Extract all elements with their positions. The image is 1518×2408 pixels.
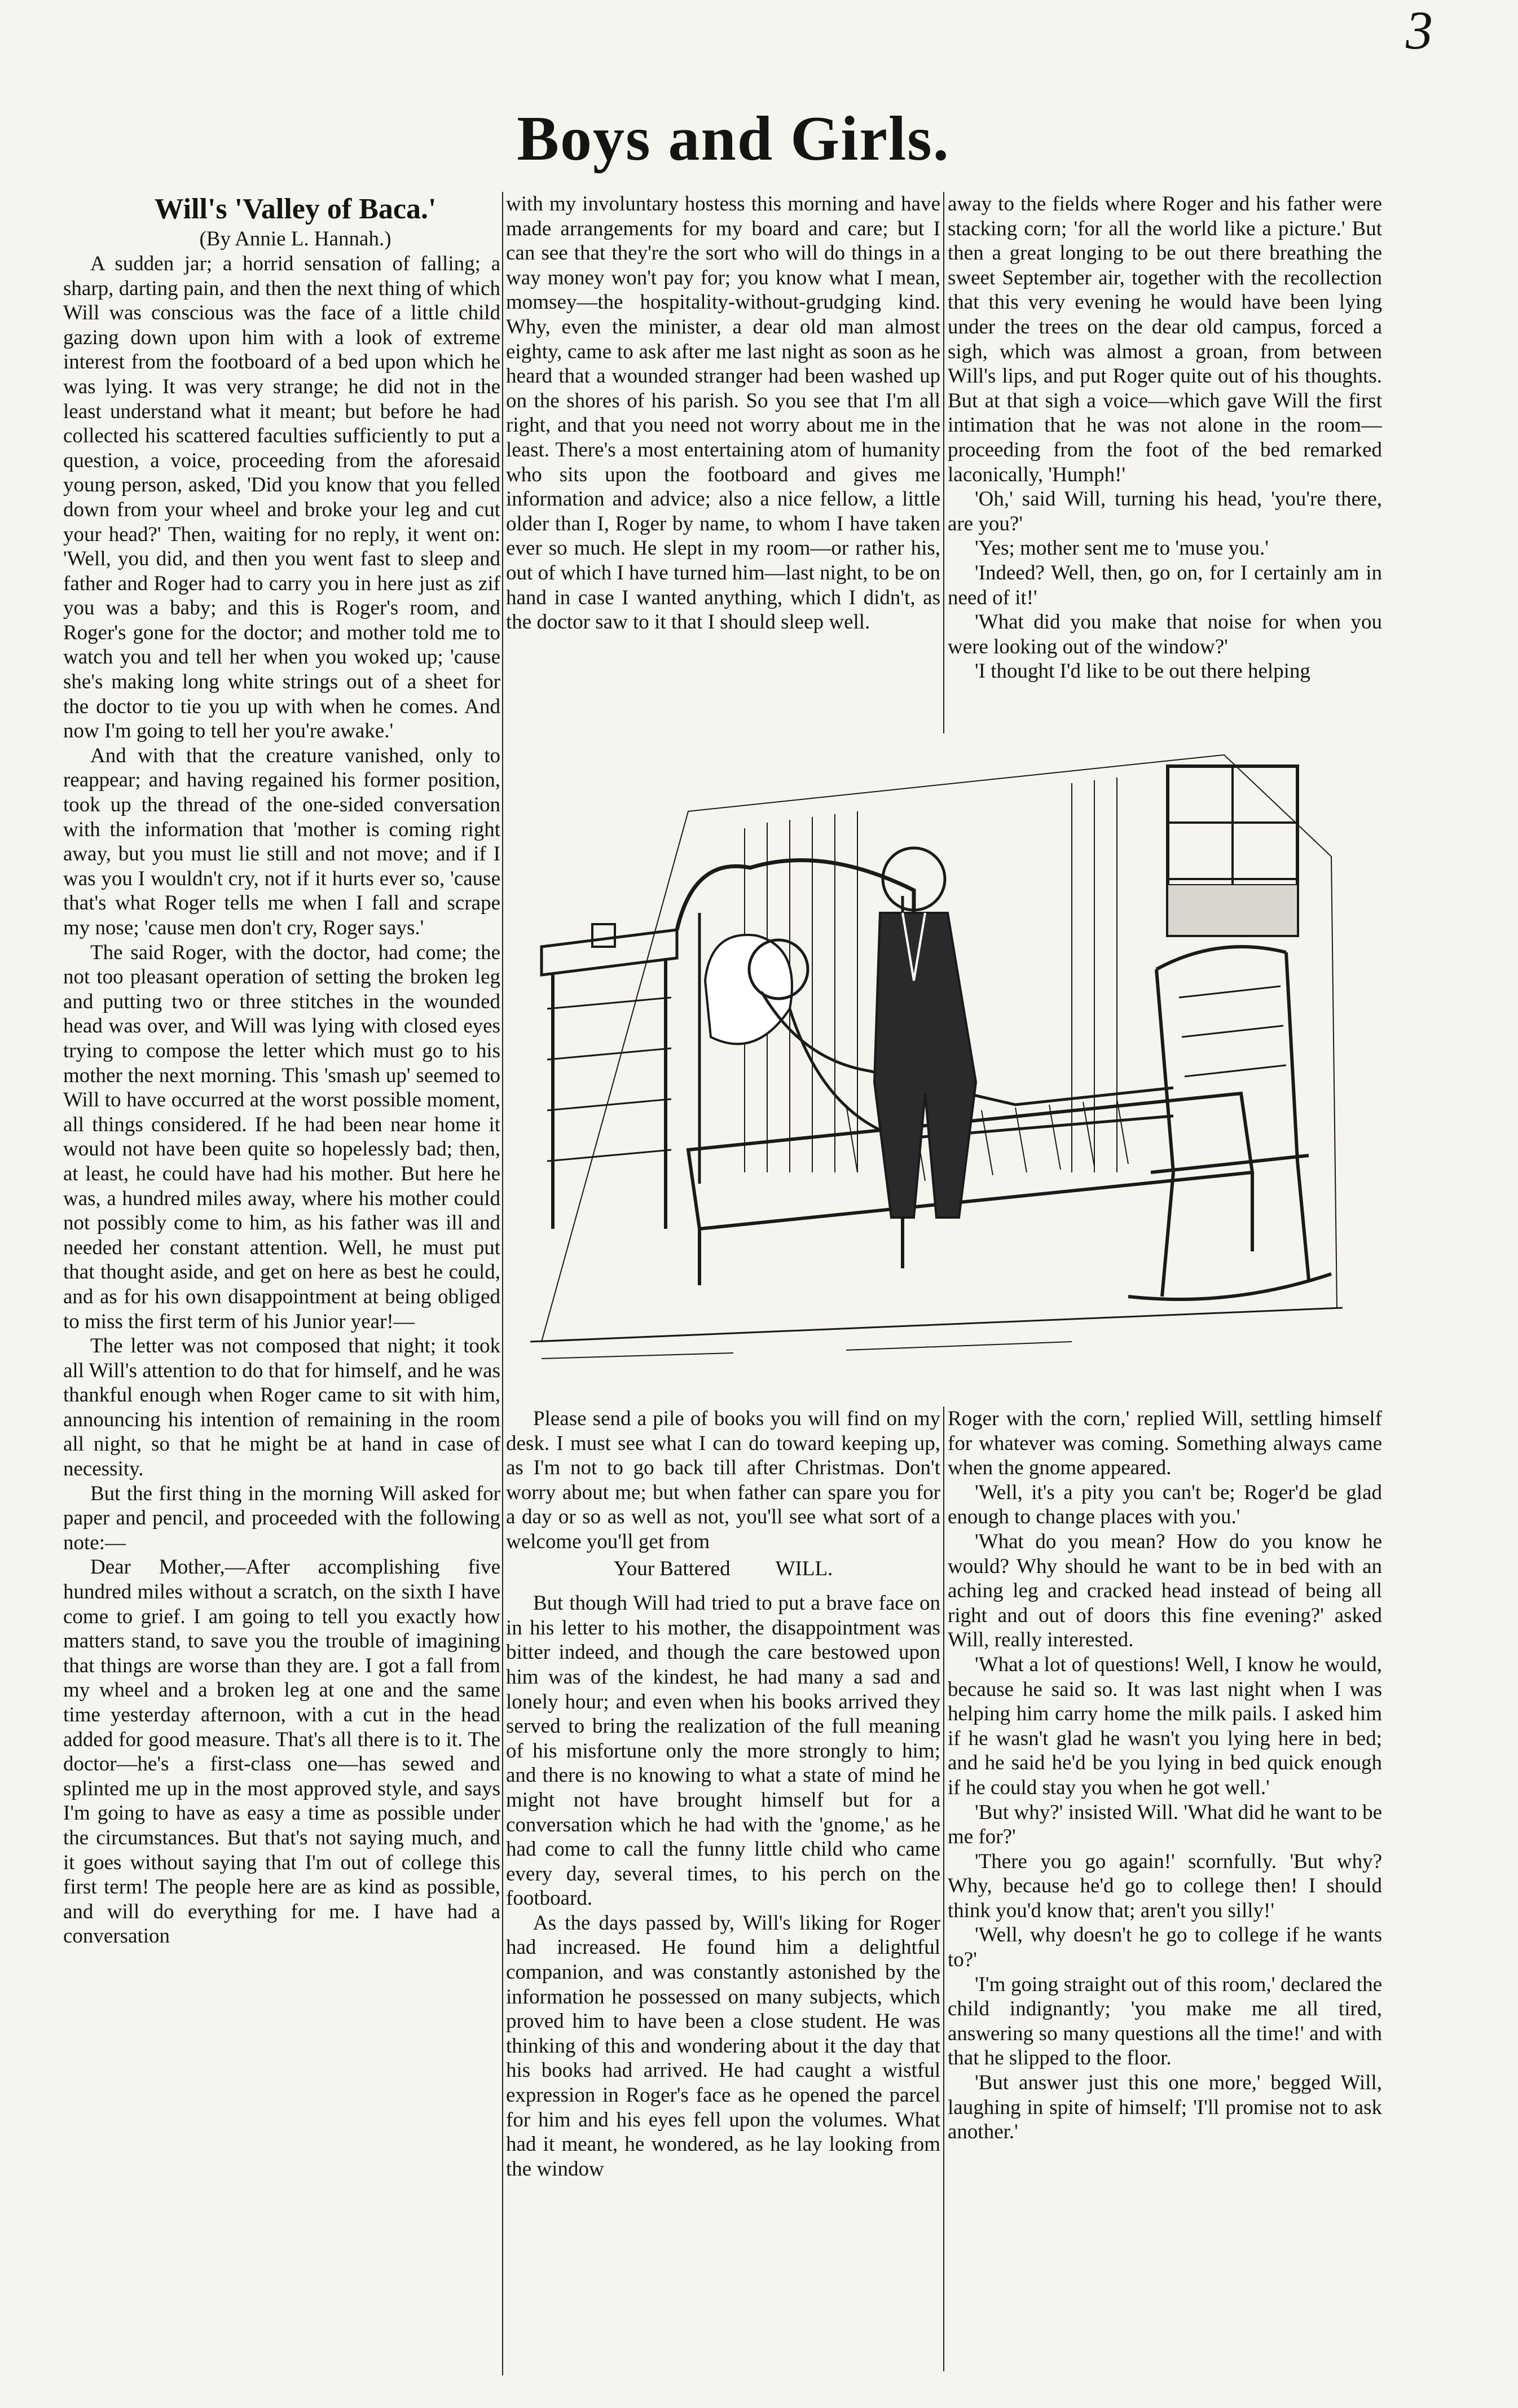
paragraph: 'But why?' insisted Will. 'What did he want to be me for?' xyxy=(948,1800,1382,1849)
paragraph: But though Will had tried to put a brave face on in his letter to his mother, the disappointment was bitter indeed, and though the care bestowed upon him was of the kindest, he had many a sad and lonely hour; and even when his books arrived they served to bring the realization of the full meaning of his misfortune only the more strongly to him; and there is no knowing to what a state of mind he might not have brought himself but for a conversation which he had with the 'gnome,' as he had come to call the funny little child who came every day, several times, to his perch on the footboard. xyxy=(506,1592,940,1910)
column-3-bottom xyxy=(948,1407,1382,2371)
paragraph: Roger with the corn,' replied Will, settling himself for whatever was coming. Something always came when the gnome appeared. xyxy=(948,1407,1382,1480)
paragraph: The letter was not composed that night; it took all Will's attention to do that for himself, and he was thankful enough when Roger came to sit with him, announcing his intention of remaining in the room all night, so that he might be at hand in case of necessity. xyxy=(63,1334,500,1481)
signoff-name: WILL. xyxy=(775,1557,833,1580)
illustration-sickroom xyxy=(508,744,1362,1392)
paragraph: But the first thing in the morning Will asked for paper and pencil, and proceeded with the following note:— xyxy=(63,1482,500,1554)
paragraph: As the days passed by, Will's liking for Roger had increased. He found him a delightful companion, and was constantly astonished by the information he possessed on many subjects, which proved him to have been a close student. He was thinking of this and wondering about it the day that his books had arrived. He had caught a wistful expression in Roger's face as he opened the parcel for him and his eyes fell upon the volumes. What had it meant, he wondered, as he lay looking from the window xyxy=(506,1911,940,2181)
paragraph: 'Indeed? Well, then, go on, for I certainly am in need of it!' xyxy=(948,561,1382,609)
paragraph: 'Well, it's a pity you can't be; Roger'd be glad enough to change places with you.' xyxy=(948,1480,1382,1529)
signoff-closing: Your Battered xyxy=(613,1557,731,1580)
paragraph: 'Yes; mother sent me to 'muse you.' xyxy=(975,537,1269,560)
page-number: 3 xyxy=(1406,0,1433,60)
paragraph: 'I'm going straight out of this room,' declared the child indignantly; 'you make me all tired, answering so many questions all the time!' and with that he slipped to the floor. xyxy=(948,1972,1382,2070)
paragraph: The said Roger, with the doctor, had come; the not too pleasant operation of setting the broken leg and putting two or three stitches in the wounded head was over, and Will was lying with closed eyes trying to compose the letter which must go to his mother the next morning. This 'smash up' seemed to Will to have occurred at the worst possible moment, all things considered. If he had been near home it would not have been quite so hopelessly bad; then, at least, he could have had his mother. But here he was, a hundred miles away, where his mother could not possibly come to him, as his father was ill and needed her constant attention. Well, he must put that thought aside, and get on here as best he could, and as for his own disappointment at being obliged to miss the first term of his Junior year!— xyxy=(63,941,500,1333)
paragraph: And with that the creature vanished, only to reappear; and having regained his former position, took up the thread of the one-sided conversation with the information that 'mother is coming right away, but you must lie still and not move; and if I was you I wouldn't cry, not if it hurts ever so, 'cause that's what Roger tells me when I fall and scrape my nose; 'cause men don't cry, Roger says.' xyxy=(63,744,500,940)
byline: (By Annie L. Hannah.) xyxy=(199,227,391,251)
letter-paragraph: with my involuntary hostess this morning and have made arrangements for my board and care; but I can see that they're the sort who will do things in a way money won't pay for; you know what I mean, momsey—the hospitality-without-grudging kind. Why, even the minister, a dear old man almost eighty, came to ask after me last night as soon as he heard that a wounded stranger had been washed up on the shores of his parish. So you see that I'm all right, and that you need not worry about me in the least. There's a most entertaining atom of humanity who sits upon the footboard and gives me information and advice; also a nice fellow, a little older than I, Roger by name, to whom I have taken ever so much. He slept in my room—or rather his, out of which I have turned him—last night, to be on hand in case I wanted anything, which I didn't, as the doctor saw to it that I should sleep well. xyxy=(506,192,940,634)
column-rule xyxy=(943,192,944,733)
paragraph: 'I thought I'd like to be out there helping xyxy=(975,660,1310,683)
letter-signoff xyxy=(506,1557,940,1581)
paragraph: 'But answer just this one more,' begged Will, laughing in spite of himself; 'I'll promise not to ask another.' xyxy=(948,2071,1382,2144)
column-1 xyxy=(63,192,500,2387)
paragraph: 'What a lot of questions! Well, I know he would, because he said so. It was last night when I was helping him carry home the milk pails. I asked him if he wasn't glad he wasn't you lying here in bed; and he said he'd be you lying in bed quick enough if he could stay you when he got well.' xyxy=(948,1653,1382,1799)
section-header: Boys and Girls. xyxy=(517,104,950,174)
column-rule xyxy=(502,192,503,2375)
paragraph: 'What did you make that noise for when you were looking out of the window?' xyxy=(948,610,1382,658)
paragraph: 'Oh,' said Will, turning his head, 'you're there, are you?' xyxy=(948,487,1382,535)
column-2-bottom xyxy=(506,1407,940,2371)
column-2-top xyxy=(506,192,940,745)
paragraph: 'Well, why doesn't he go to college if he wants to?' xyxy=(948,1923,1382,1972)
paragraph: away to the fields where Roger and his father were stacking corn; 'for all the world like a picture.' But then a great longing to be out there breathing the sweet September air, together with the recollection that this very evening he would have been lying under the trees on the dear old campus, forced a sigh, which was almost a groan, from between Will's lips, and put Roger quite out of his thoughts. But at that sigh a voice—which gave Will the first intimation that he was not alone in the room—proceeding from the foot of the bed remarked laconically, 'Humph!' xyxy=(948,192,1382,486)
paragraph: A sudden jar; a horrid sensation of falling; a sharp, darting pain, and then the next thing of which Will was conscious was the face of a little child gazing down upon him with a look of extreme interest from the footboard of a bed upon which he was lying. It was very strange; he did not in the least understand what it meant; but before he had collected his scattered faculties sufficiently to put a question, a voice, proceeding from the aforesaid young person, asked, 'Did you know that you felled down from your wheel and broke your leg and cut your head?' Then, waiting for no reply, it went on: 'Well, you did, and then you went fast to sleep and father and Roger had to carry you in here just as zif you was a baby; and this is Roger's room, and Roger's gone for the doctor; and mother told me to watch you and tell her when you woked up; 'cause she's making long white strings out of a sheet for the doctor to tie you up with when he comes. And now I'm going to tell her you're awake.' xyxy=(63,252,500,743)
letter-paragraph: Dear Mother,—After accomplishing five hundred miles without a scratch, on the sixth I have come to grief. I am going to tell you exactly how matters stand, to save you the trouble of imagining that things are worse than they are. I got a fall from my wheel and a broken leg at one and the same time yesterday afternoon, with a cut in the head added for good measure. That's all there is to it. The doctor—he's a first-class one—has sewed and splinted me up in the most approved style, and says I'm going to have as easy a time as possible under the circumstances. But that's not saying much, and it goes without saying that I'm out of college this first term! The people here are as kind as possible, and will do everything for me. I have had a conversation xyxy=(63,1555,500,1948)
letter-paragraph: Please send a pile of books you will find on my desk. I must see what I can do toward keeping up, as I'm not to go back till after Christmas. Don't worry about me; but when father can spare you for a day or so as well as not, you'll see what sort of a welcome you'll get from xyxy=(506,1407,940,1553)
column-3-top xyxy=(948,192,1382,745)
engraving-drawing xyxy=(508,744,1362,1392)
paragraph: 'What do you mean? How do you know he would? Why should he want to be in bed with an aching leg and cracked head instead of being all right and out of doors this fine evening?' asked Will, really interested. xyxy=(948,1530,1382,1652)
story-title: Will's 'Valley of Baca.' xyxy=(154,193,437,225)
paragraph: 'There you go again!' scornfully. 'But why? Why, because he'd go to college then! I should think you'd know that; aren't you silly!' xyxy=(948,1849,1382,1922)
column-rule xyxy=(943,1407,944,2371)
